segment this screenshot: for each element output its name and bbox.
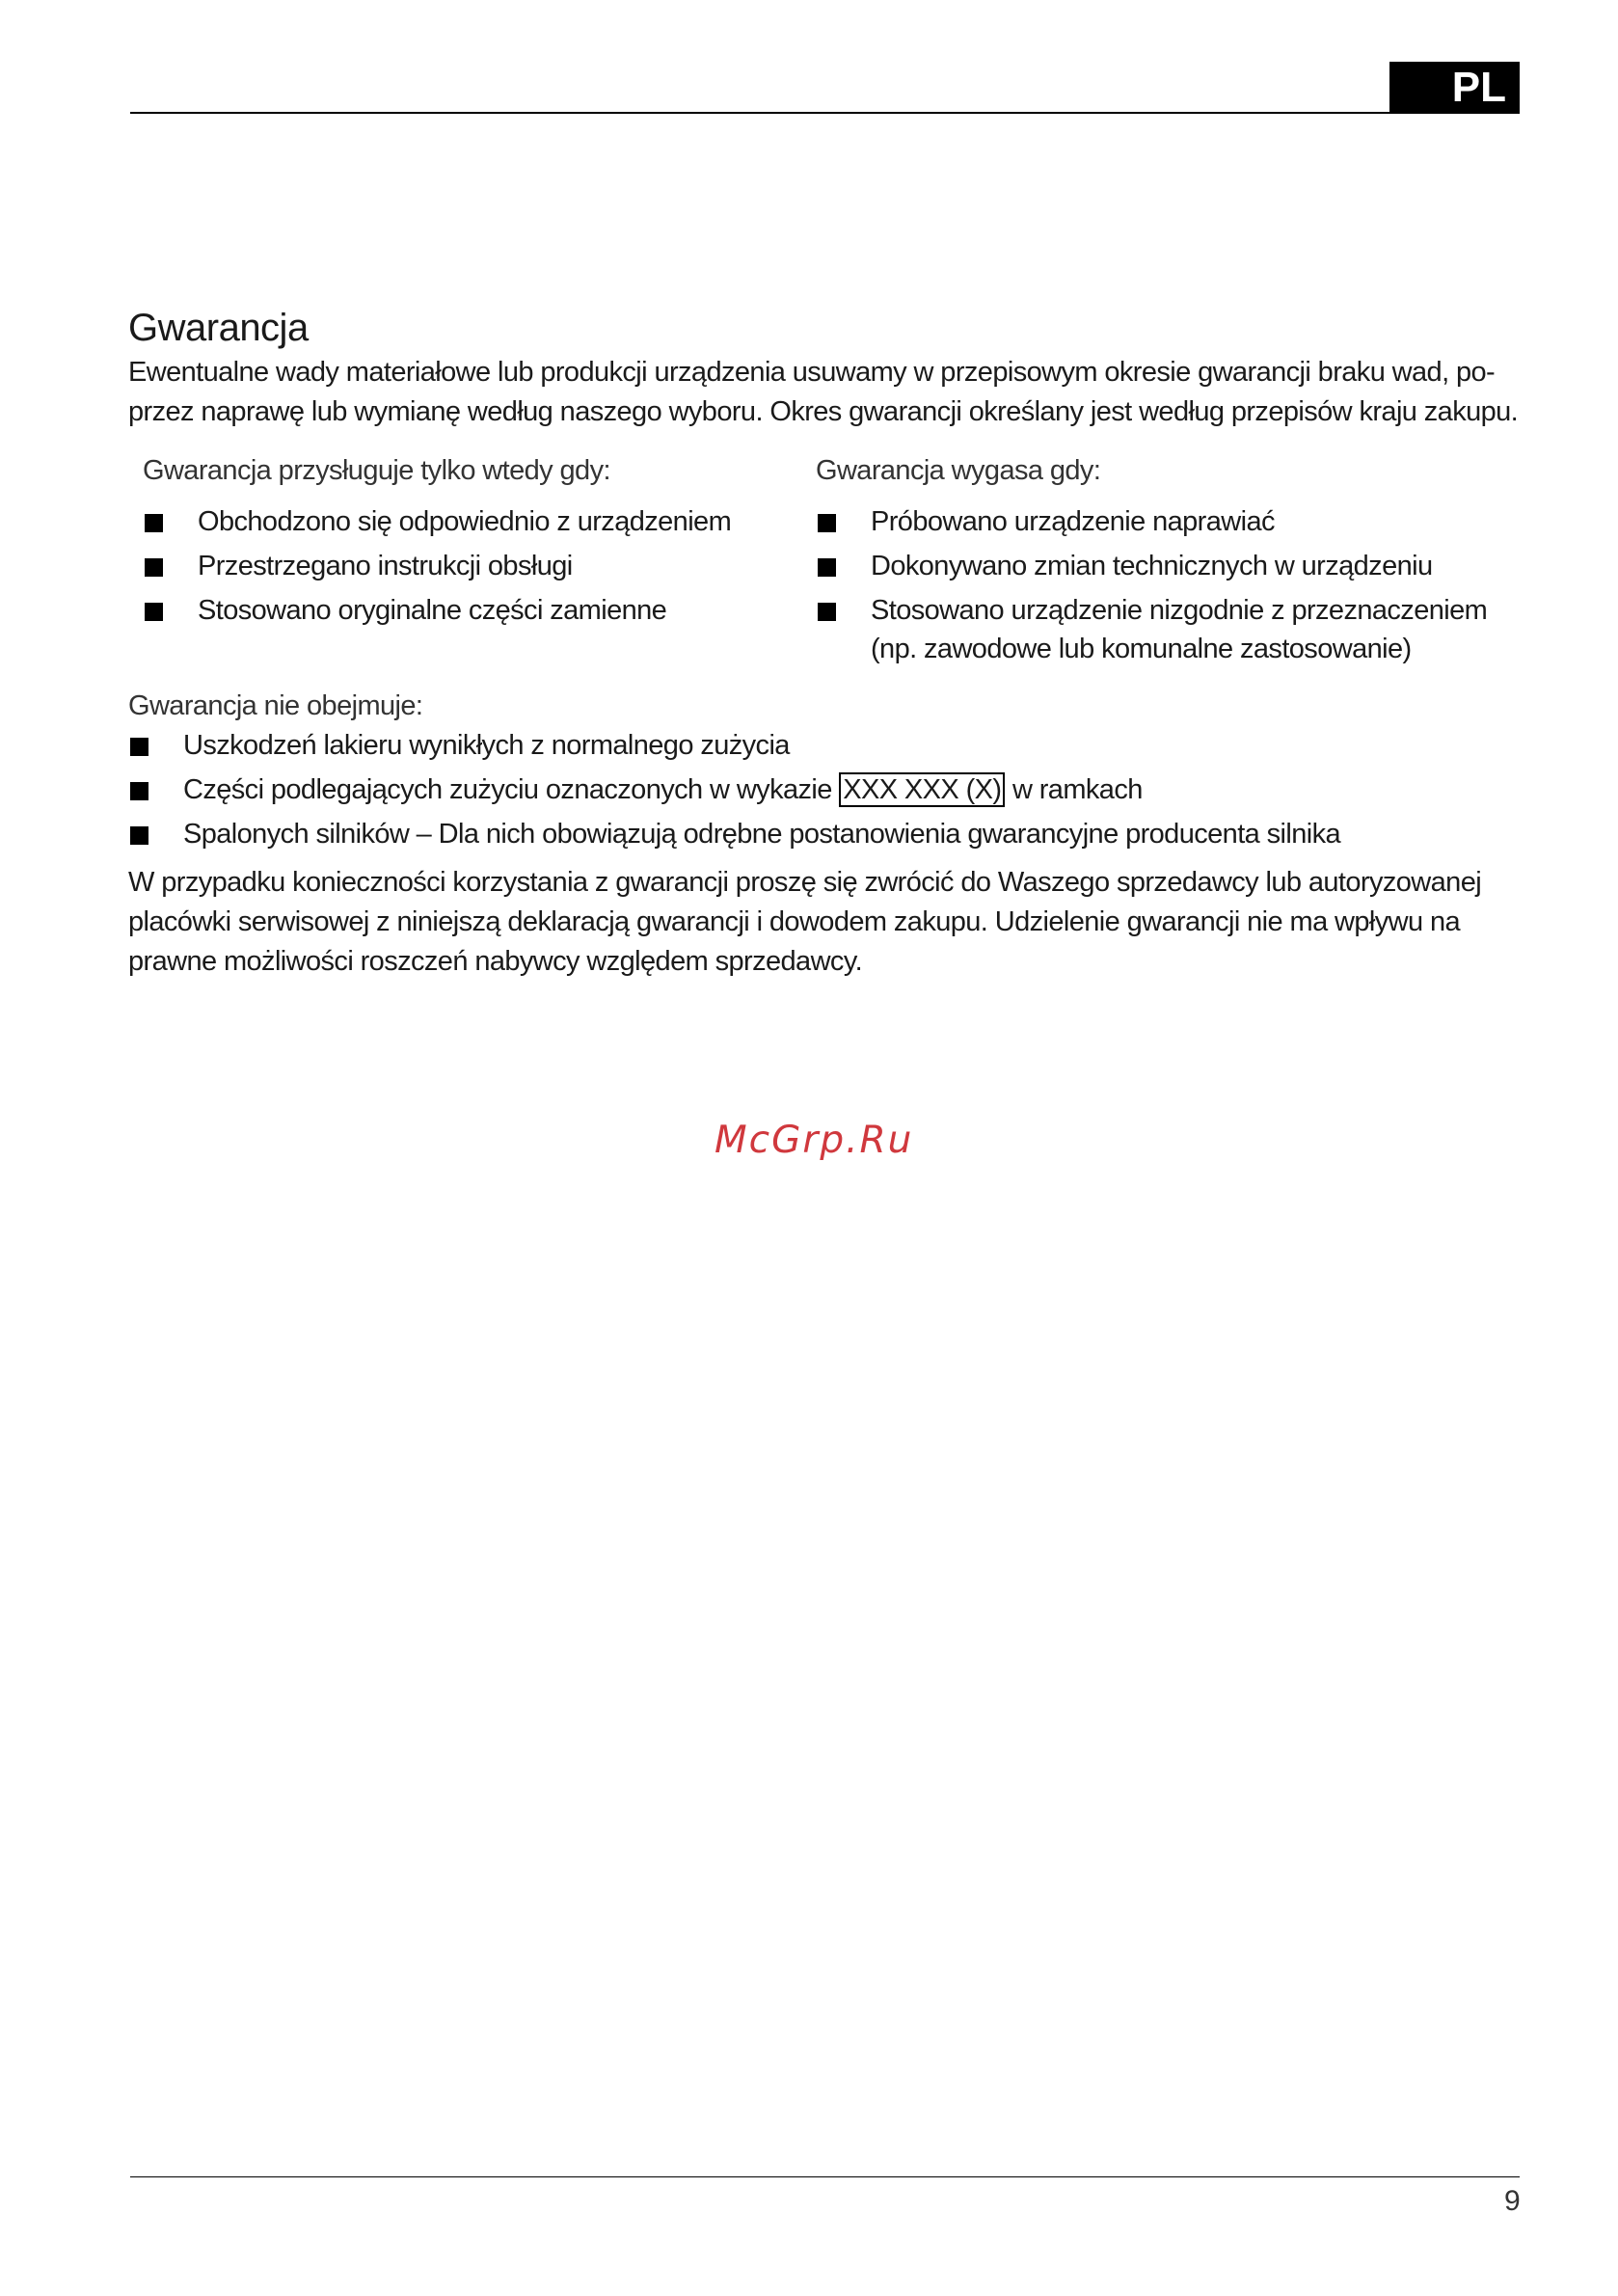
bullet-square-icon — [145, 558, 163, 577]
list-item — [145, 506, 781, 551]
closing-line: prawne możliwości roszczeń nabywcy względem sprzedawcy. — [128, 946, 863, 977]
closing-line: placówki serwisowej z niniejszą deklaracją gwarancji i dowodem zakupu. Udzielenie gwarancji nie ma wpływu na — [128, 906, 1461, 937]
list-item-text: Obchodzono się odpowiednio z urządzeniem — [198, 506, 732, 537]
not-covered-list — [130, 730, 1519, 863]
header-rule — [130, 112, 1520, 114]
void-if-heading: Gwarancja wygasa gdy: — [816, 455, 1101, 486]
bullet-square-icon — [818, 558, 836, 577]
list-item-text: Uszkodzeń lakieru wynikłych z normalnego zużycia — [183, 730, 790, 761]
list-item-text: Próbowano urządzenie naprawiać — [871, 506, 1275, 537]
language-badge: PL — [1389, 62, 1520, 114]
bullet-square-icon — [145, 514, 163, 532]
list-item — [818, 595, 1522, 678]
list-item-text-continued: (np. zawodowe lub komunalne zastosowanie) — [871, 634, 1412, 664]
bullet-square-icon — [818, 603, 836, 621]
closing-paragraph — [128, 863, 1536, 982]
list-item-text: Dokonywano zmian technicznych w urządzeniu — [871, 551, 1433, 581]
bullet-square-icon — [130, 738, 148, 756]
parts-list-prefix: Części podlegających zużyciu oznaczonych w wykazie — [183, 774, 832, 805]
footer-rule — [130, 2176, 1520, 2177]
parts-list-suffix: w ramkach — [1011, 774, 1143, 805]
list-item — [130, 730, 1519, 774]
valid-if-list — [145, 506, 781, 639]
intro-paragraph — [128, 353, 1536, 432]
page-number: 9 — [1504, 2185, 1521, 2217]
closing-line: W przypadku konieczności korzystania z gwarancji proszę się zwrócić do Waszego sprzedawcy lub autoryzowanej — [128, 867, 1482, 898]
valid-if-heading: Gwarancja przysługuje tylko wtedy gdy: — [143, 455, 610, 486]
section-title: Gwarancja — [128, 307, 309, 349]
list-item — [130, 819, 1519, 863]
list-item — [130, 774, 1519, 819]
list-item-text: Stosowano oryginalne części zamienne — [198, 595, 667, 626]
list-item — [818, 506, 1522, 551]
list-item-text — [183, 774, 1143, 806]
list-item-text: Przestrzegano instrukcji obsługi — [198, 551, 573, 581]
list-item — [145, 595, 781, 639]
list-item-text: Spalonych silników – Dla nich obowiązują odrębne postanowienia gwarancyjne producenta silnika — [183, 819, 1341, 850]
void-if-list — [818, 506, 1522, 678]
intro-line: przez naprawę lub wymianę według naszego wyboru. Okres gwarancji określany jest według przepisów kraju zakupu. — [128, 396, 1519, 427]
list-item — [145, 551, 781, 595]
list-item — [818, 551, 1522, 595]
bullet-square-icon — [130, 782, 148, 800]
intro-line: Ewentualne wady materiałowe lub produkcji urządzenia usuwamy w przepisowym okresie gwarancji braku wad, po- — [128, 357, 1496, 388]
bullet-square-icon — [818, 514, 836, 532]
list-item-text: Stosowano urządzenie nizgodnie z przeznaczeniem — [871, 595, 1488, 626]
parts-code-box: XXX XXX (X) — [839, 772, 1005, 807]
bullet-square-icon — [130, 826, 148, 845]
bullet-square-icon — [145, 603, 163, 621]
not-covered-heading: Gwarancja nie obejmuje: — [128, 690, 423, 721]
watermark-text: McGrp.Ru — [715, 1119, 914, 1162]
